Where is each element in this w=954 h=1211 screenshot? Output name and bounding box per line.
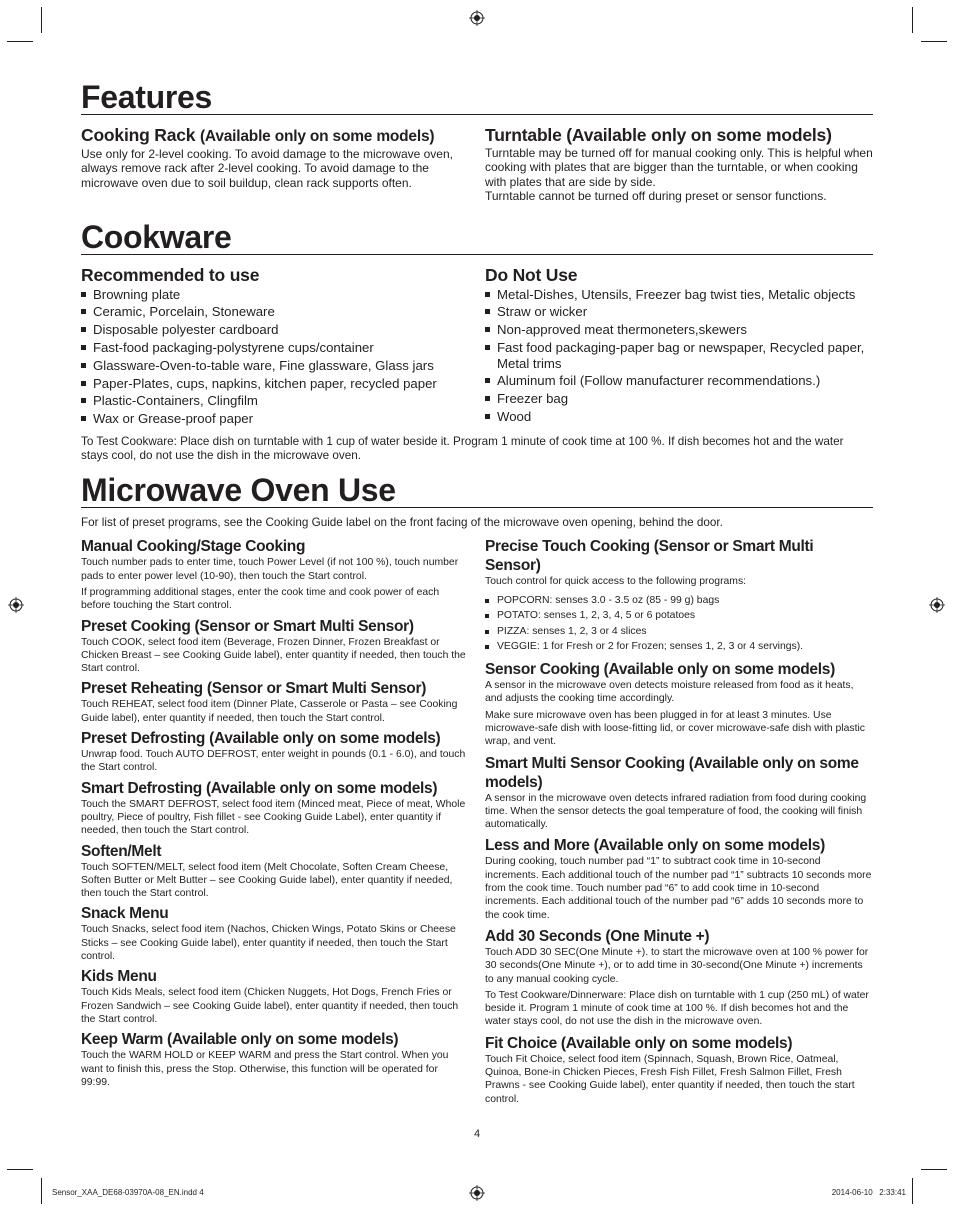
recommended-list — [81, 286, 467, 428]
microwave-use-title: Microwave Oven Use — [81, 473, 873, 508]
list-item-text: Disposable polyester cardboard — [93, 322, 279, 338]
cooking-rack-heading-paren: (Available only on some models) — [199, 128, 435, 145]
precise-touch-list — [485, 593, 873, 655]
cooking-rack-heading — [81, 125, 467, 147]
list-item-text: POPCORN: senses 3.0 - 3.5 oz (85 - 99 g) bags — [497, 594, 720, 606]
usage-section-heading: Less and More (Available only on some models) — [485, 837, 825, 855]
list-item-text: VEGGIE: 1 for Fresh or 2 for Frozen; senses 1, 2, 3 or 4 servings). — [497, 641, 804, 653]
timestamp-slug: 2014-06-10 2:33:41 — [831, 1188, 906, 1197]
usage-section-text: Touch Snacks, select food item (Nachos, Chicken Wings, Potato Skins or Cheese Sticks – see Cooking Guide label), enter quantity if needed, then touch the Start control. — [81, 924, 456, 963]
usage-section-text: Touch the WARM HOLD or KEEP WARM and press the Start control. When you want to finish this, press the Stop. Otherwise, this function will be operated for 99:99. — [81, 1050, 449, 1088]
cooking-rack-text: Use only for 2-level cooking. To avoid damage to the microwave oven, always remove rack after 2-level cooking. To avoid damage to the microwave oven due to soil buildup, clean rack supports often. — [81, 147, 453, 190]
usage-section-text: Touch number pads to enter time, touch Power Level (if not 100 %), touch number pads to enter power level (10-90), then touch the Start control. — [81, 557, 459, 582]
usage-section-text: Touch REHEAT, select food item (Dinner Plate, Casserole or Pasta – see Cooking Guide label), enter quantity if needed, then touch the Start control. — [81, 699, 458, 724]
list-item — [81, 357, 467, 375]
usage-section-heading: Snack Menu — [81, 905, 169, 923]
list-item-text: Wax or Grease-proof paper — [93, 411, 254, 427]
usage-section — [81, 617, 467, 676]
page-number: 4 — [473, 1128, 481, 1140]
usage-section-heading: Kids Menu — [81, 968, 157, 986]
crop-mark — [7, 1169, 33, 1170]
usage-section-heading: Keep Warm (Available only on some models) — [81, 1031, 399, 1049]
turntable-heading: Turntable (Available only on some models) — [485, 125, 832, 145]
usage-section-text: Touch the SMART DEFROST, select food item (Minced meat, Piece of meat, Whole poultry, Piece of poultry, Fish fillet - see Cooking Guide Label), enter quantity if needed, then touch the Start control. — [81, 798, 466, 837]
crop-mark — [41, 7, 42, 33]
list-item-text: Ceramic, Porcelain, Stoneware — [93, 304, 275, 320]
usage-section — [485, 1034, 873, 1106]
list-item-text: Fast-food packaging-polystyrene cups/container — [93, 340, 374, 356]
usage-section-text: Touch COOK, select food item (Beverage, Frozen Dinner, Frozen Breakfast or Chicken Breast – see Cooking Guide label), enter quantity if needed, then touch the Start control. — [81, 636, 466, 675]
microwave-use-intro: For list of preset programs, see the Cooking Guide label on the front facing of the microwave oven opening, behind the door. — [81, 516, 723, 529]
crop-mark — [912, 1178, 913, 1204]
usage-section-heading: Smart Multi Sensor Cooking (Available only on some models) — [485, 754, 859, 791]
list-item — [81, 392, 467, 410]
page-content — [81, 80, 873, 1106]
list-item-text: Wood — [497, 408, 532, 424]
usage-section-text: Unwrap food. Touch AUTO DEFROST, enter weight in pounds (0.1 - 6.0), and touch the Start control. — [81, 749, 466, 774]
usage-section-text: A sensor in the microwave oven detects moisture released from food as it heats, and adjusts the cooking time accordingly. — [485, 680, 854, 705]
usage-section-heading: Add 30 Seconds (One Minute +) — [485, 927, 710, 945]
usage-section-text: Make sure microwave oven has been plugged in for at least 3 minutes. Use microwave-safe dish with loose-fitting lid, or cover microwave-safe dish with plastic wrap, and vent. — [485, 709, 865, 748]
list-item — [485, 372, 873, 390]
list-item — [485, 339, 873, 372]
usage-section — [81, 1030, 467, 1089]
list-item-text: Plastic-Containers, Clingfilm — [93, 393, 258, 409]
precise-touch-intro: Touch control for quick access to the following programs: — [485, 576, 747, 588]
list-item — [485, 624, 873, 640]
cookware-title: Cookware — [81, 220, 873, 255]
list-item-text: Browning plate — [93, 286, 181, 302]
cookware-test-note: To Test Cookware: Place dish on turntable with 1 cup of water beside it. Program 1 minute of cook time at 100 %. If dish becomes hot and the water stays cool, do not use the dish in the microwave oven. — [81, 435, 844, 462]
usage-section-text: If programming additional stages, enter the cook time and cook power of each before touching the Start control. — [81, 587, 440, 612]
turntable-text: Turntable may be turned off for manual cooking only. This is helpful when cooking with plates that are bigger than the turntable, or when cooking with plates that are side by side. — [485, 146, 873, 189]
usage-section — [81, 967, 467, 1026]
usage-section-heading: Preset Cooking (Sensor or Smart Multi Sensor) — [81, 617, 414, 635]
list-item — [485, 321, 873, 339]
usage-section-text: Touch Fit Choice, select food item (Spinnach, Squash, Brown Rice, Oatmeal, Quinoa, Bone-in Chicken Pieces, Fresh Fish Fillet, Fresh Salmon Fillet, Fresh Prawns - see Cooking Guide label), enter quantity if needed, then touch the start control. — [485, 1053, 855, 1105]
list-item-text: Glassware-Oven-to-table ware, Fine glassware, Glass jars — [93, 357, 434, 373]
usage-section-heading: Preset Defrosting (Available only on some models) — [81, 730, 441, 748]
list-item — [485, 303, 873, 321]
list-item — [81, 339, 467, 357]
list-item — [81, 303, 467, 321]
usage-section — [81, 537, 467, 612]
usage-section-heading: Soften/Melt — [81, 842, 162, 860]
registration-mark-icon — [469, 10, 485, 26]
usage-section — [81, 842, 467, 901]
crop-mark — [41, 1178, 42, 1204]
usage-section — [485, 660, 873, 748]
list-item — [81, 410, 467, 428]
usage-section — [485, 927, 873, 1029]
usage-section-text: During cooking, touch number pad “1” to subtract cook time in 10-second increments. Each additional touch of the number pad “1” subtracts 10 seconds more from the cook time. Touch number pad “6” to add cook time in 10-second increments. Each additional touch of the number pad “6” adds 10 seconds more to the cook time. — [485, 856, 872, 921]
usage-section-text: To Test Cookware/Dinnerware: Place dish on turntable with 1 cup (250 mL) of water beside it. Program 1 minute of cook time at 100 %. If dish becomes hot and the water stays cool, do not use the dish in the microwave oven. — [485, 989, 869, 1028]
list-item — [485, 593, 873, 609]
precise-touch-heading: Precise Touch Cooking (Sensor or Smart Multi Sensor) — [485, 538, 814, 575]
do-not-use-section — [485, 265, 873, 428]
crop-mark — [921, 1169, 947, 1170]
list-item — [485, 608, 873, 624]
do-not-use-list — [485, 286, 873, 426]
cooking-rack-section — [81, 125, 467, 204]
list-item-text: PIZZA: senses 1, 2, 3 or 4 slices — [497, 625, 647, 637]
usage-section — [81, 729, 467, 775]
crop-mark — [912, 7, 913, 33]
features-title: Features — [81, 80, 873, 115]
list-item — [485, 408, 873, 426]
list-item-text: POTATO: senses 1, 2, 3, 4, 5 or 6 potatoes — [497, 610, 696, 622]
usage-section-text: Touch SOFTEN/MELT, select food item (Melt Chocolate, Soften Cream Cheese, Soften Butter or Melt Butter – see Cooking Guide label), enter quantity if needed, then touch the Start control. — [81, 861, 453, 900]
usage-section — [485, 754, 873, 832]
usage-section — [81, 779, 467, 838]
cooking-rack-heading-main: Cooking Rack — [81, 125, 200, 145]
recommended-heading: Recommended to use — [81, 264, 260, 285]
usage-section-text: A sensor in the microwave oven detects infrared radiation from food during cooking time. When the sensor detects the goal temperature of food, the cooking will finish automatically. — [485, 792, 867, 831]
turntable-text: Turntable cannot be turned off during preset or sensor functions. — [485, 189, 827, 204]
crop-mark — [7, 41, 33, 42]
usage-section-heading: Sensor Cooking (Available only on some models) — [485, 661, 835, 679]
file-name-slug: Sensor_XAA_DE68-03970A-08_EN.indd 4 — [52, 1188, 204, 1197]
microwave-use-right-sections — [485, 660, 873, 1106]
microwave-use-right-column — [485, 537, 873, 1106]
list-item — [485, 639, 873, 655]
microwave-use-columns — [81, 537, 873, 1106]
list-item — [81, 286, 467, 304]
registration-mark-icon — [929, 597, 945, 613]
list-item — [485, 286, 873, 304]
list-item-text: Fast food packaging-paper bag or newspaper, Recycled paper, Metal trims — [497, 340, 865, 371]
list-item — [485, 390, 873, 408]
usage-section-text: Touch ADD 30 SEC(One Minute +). to start the microwave oven at 100 % power for 30 seconds(One Minute +), or to add time in 30-second(One Minute +) increments to any manual cooking cycle. — [485, 946, 869, 985]
usage-section-heading: Fit Choice (Available only on some models) — [485, 1034, 793, 1052]
cookware-columns — [81, 265, 873, 428]
features-columns — [81, 125, 873, 204]
recommended-section — [81, 265, 467, 428]
list-item — [81, 375, 467, 393]
precise-touch-section — [485, 537, 873, 655]
microwave-use-left-column — [81, 537, 467, 1106]
registration-mark-icon — [8, 597, 24, 613]
list-item-text: Paper-Plates, cups, napkins, kitchen paper, recycled paper — [93, 375, 437, 391]
usage-section-heading: Smart Defrosting (Available only on some models) — [81, 779, 438, 797]
usage-section-heading: Manual Cooking/Stage Cooking — [81, 538, 306, 556]
registration-mark-icon — [469, 1185, 485, 1201]
do-not-use-heading: Do Not Use — [485, 264, 578, 285]
list-item-text: Metal-Dishes, Utensils, Freezer bag twist ties, Metalic objects — [497, 286, 856, 302]
usage-section — [81, 679, 467, 725]
usage-section-text: Touch Kids Meals, select food item (Chicken Nuggets, Hot Dogs, French Fries or Frozen Sandwich – see Cooking Guide label), enter quantity if needed, then touch the Start control. — [81, 987, 459, 1025]
list-item-text: Aluminum foil (Follow manufacturer recommendations.) — [497, 373, 821, 389]
usage-section — [485, 836, 873, 921]
usage-section — [81, 904, 467, 963]
list-item — [81, 321, 467, 339]
list-item-text: Straw or wicker — [497, 304, 588, 320]
crop-mark — [921, 41, 947, 42]
turntable-section — [485, 125, 873, 204]
list-item-text: Freezer bag — [497, 391, 569, 407]
list-item-text: Non-approved meat thermoneters,skewers — [497, 322, 747, 338]
usage-section-heading: Preset Reheating (Sensor or Smart Multi Sensor) — [81, 680, 427, 698]
